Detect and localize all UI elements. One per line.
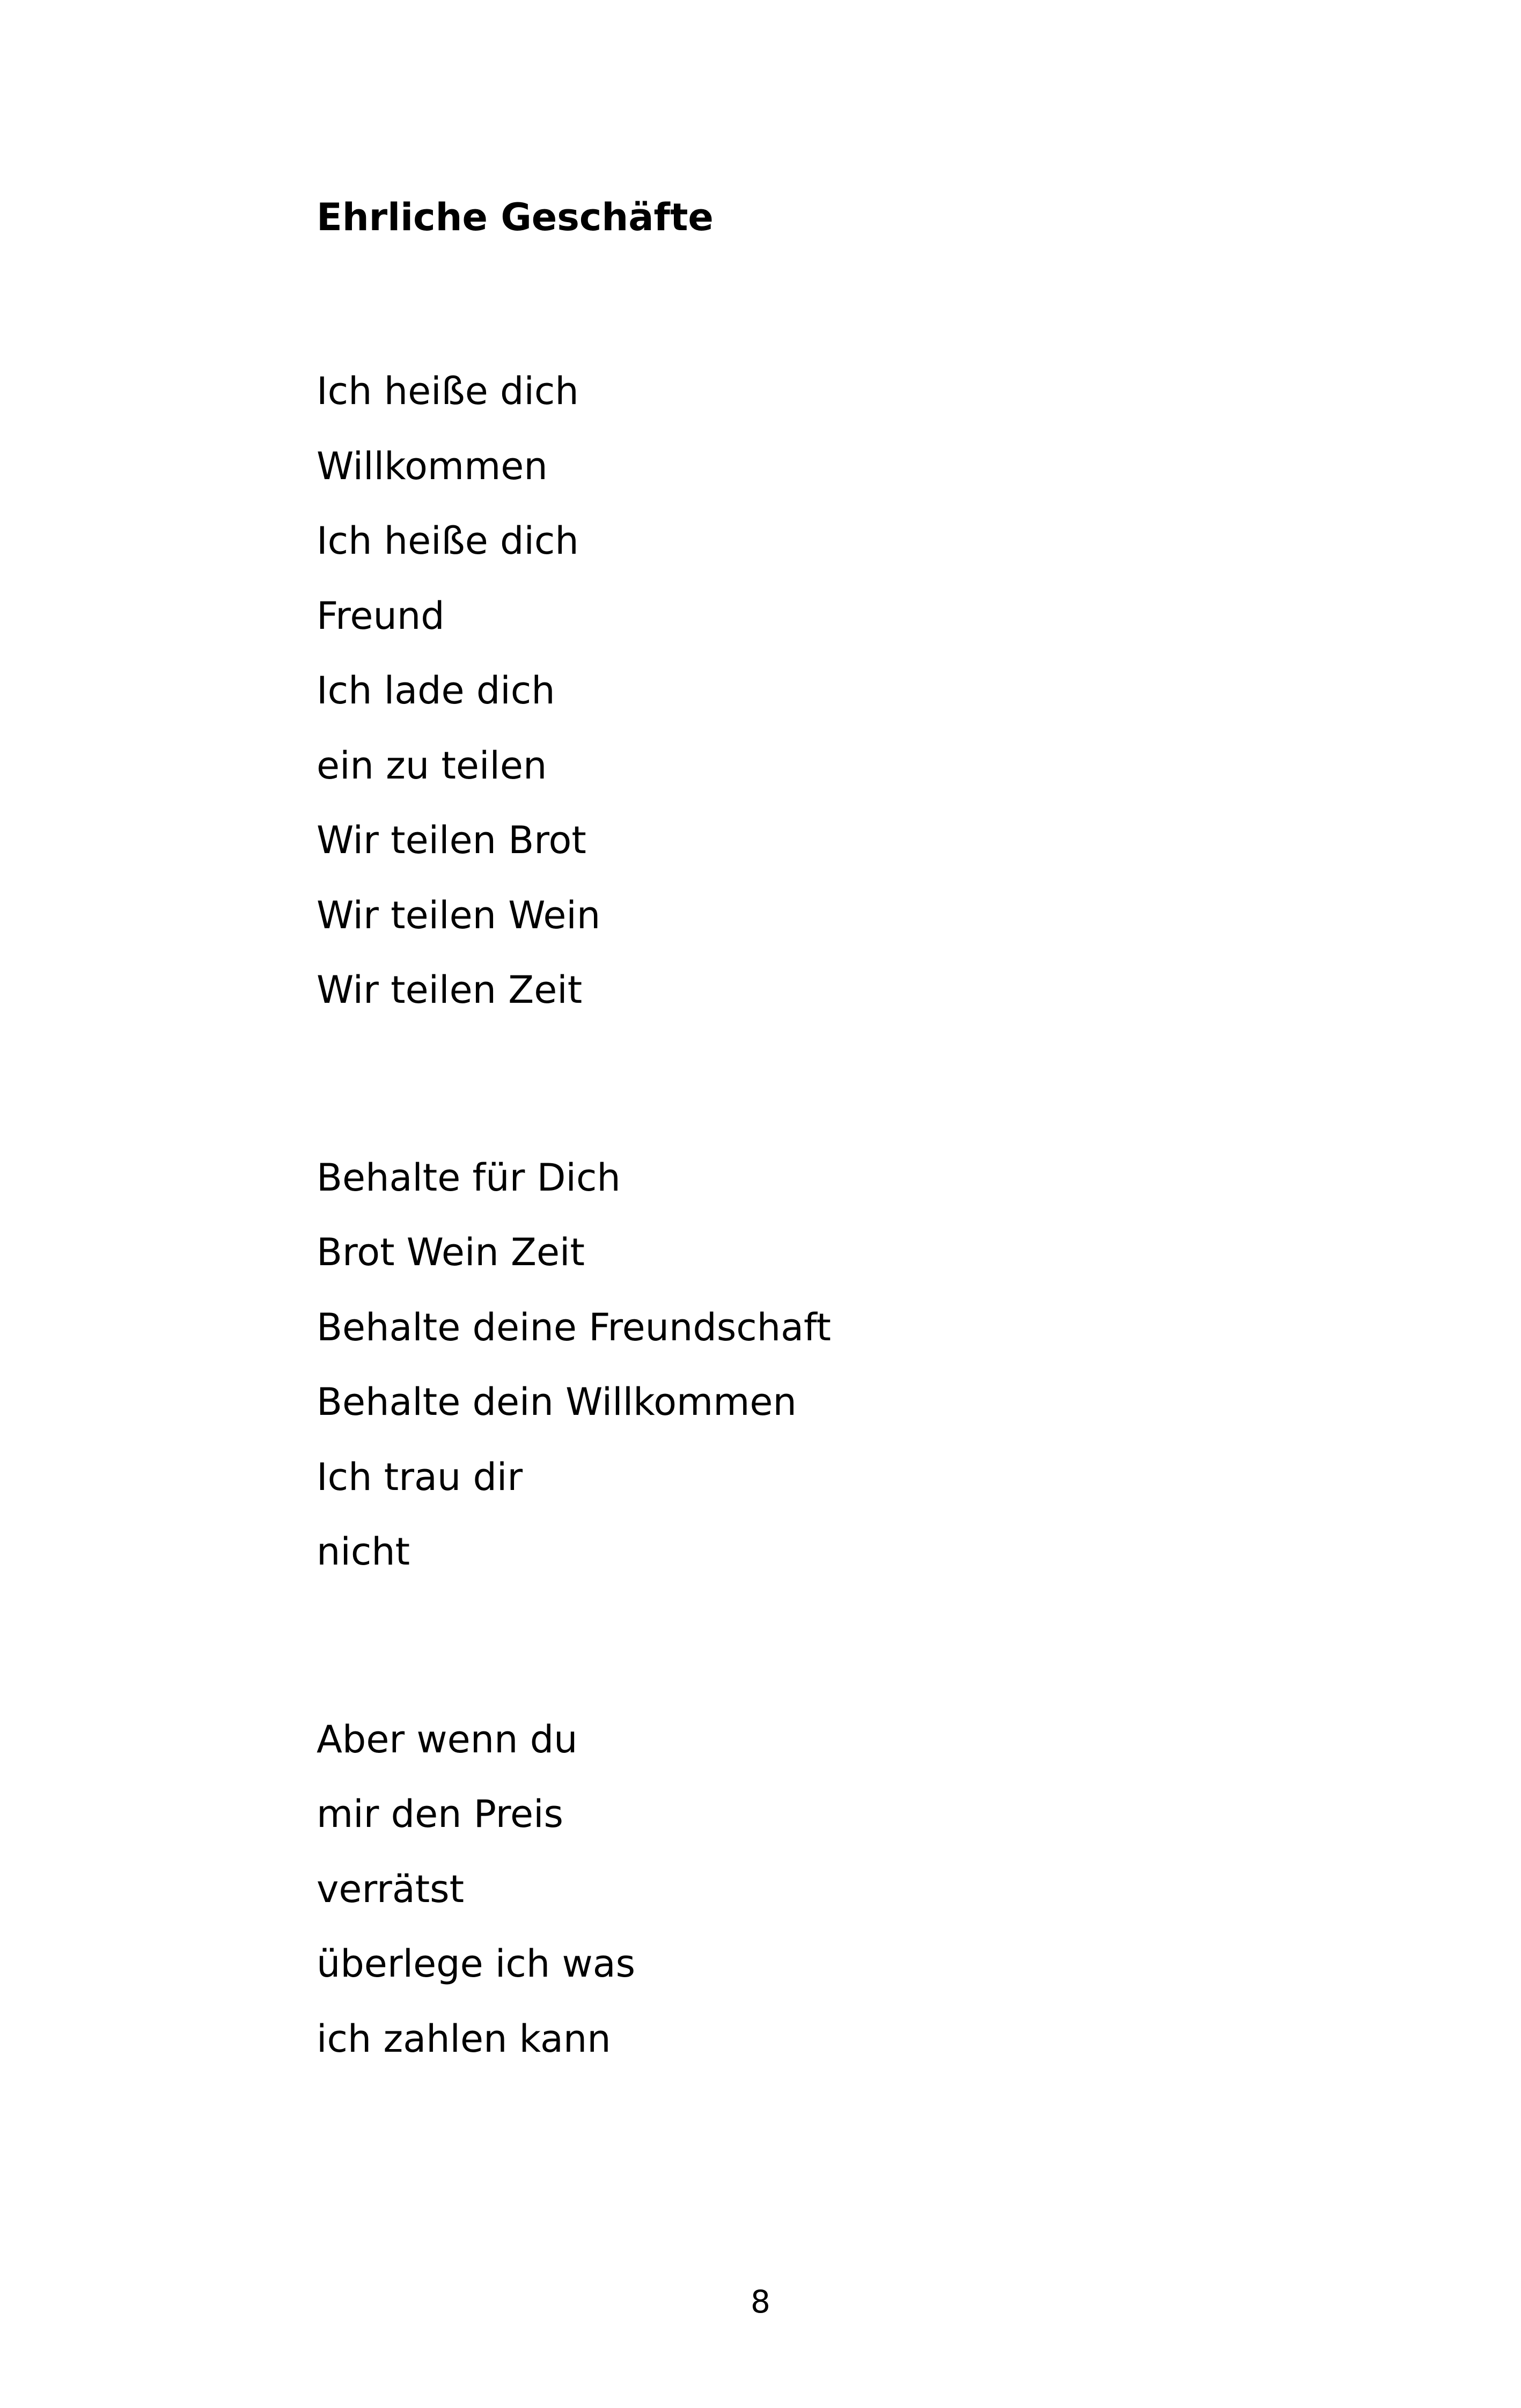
poem-line: Wir teilen Wein [317,893,601,937]
poem-line: verrätst [317,1867,465,1911]
poem-line: Ich heiße dich [317,519,579,563]
page-number: 8 [751,2284,770,2320]
poem-line: Brot Wein Zeit [317,1230,585,1274]
stanza-2 [317,1141,1282,1590]
poem-line: Behalte für Dich [317,1155,621,1200]
poem-line: Wir teilen Brot [317,818,586,862]
poem-line: Ich heiße dich [317,369,579,413]
poem-line: Willkommen [317,444,548,488]
poem [317,193,1282,2076]
poem-line: überlege ich was [317,1942,636,1986]
poem-line: ein zu teilen [317,743,547,788]
poem-line: Aber wenn du [317,1717,578,1761]
poem-line: nicht [317,1530,410,1574]
poem-line: Behalte dein Willkommen [317,1380,797,1424]
poem-line: Ich trau dir [317,1455,523,1499]
poem-line: ich zahlen kann [317,2016,611,2061]
stanza-3 [317,1702,1282,2077]
poem-line: mir den Preis [317,1792,563,1836]
poem-line: Ich lade dich [317,669,555,713]
poem-line: Wir teilen Zeit [317,968,583,1012]
stanza-1 [317,354,1282,1028]
poem-line: Freund [317,593,445,638]
poem-title: Ehrliche Geschäfte [317,195,714,239]
poem-line: Behalte deine Freundschaft [317,1305,831,1349]
